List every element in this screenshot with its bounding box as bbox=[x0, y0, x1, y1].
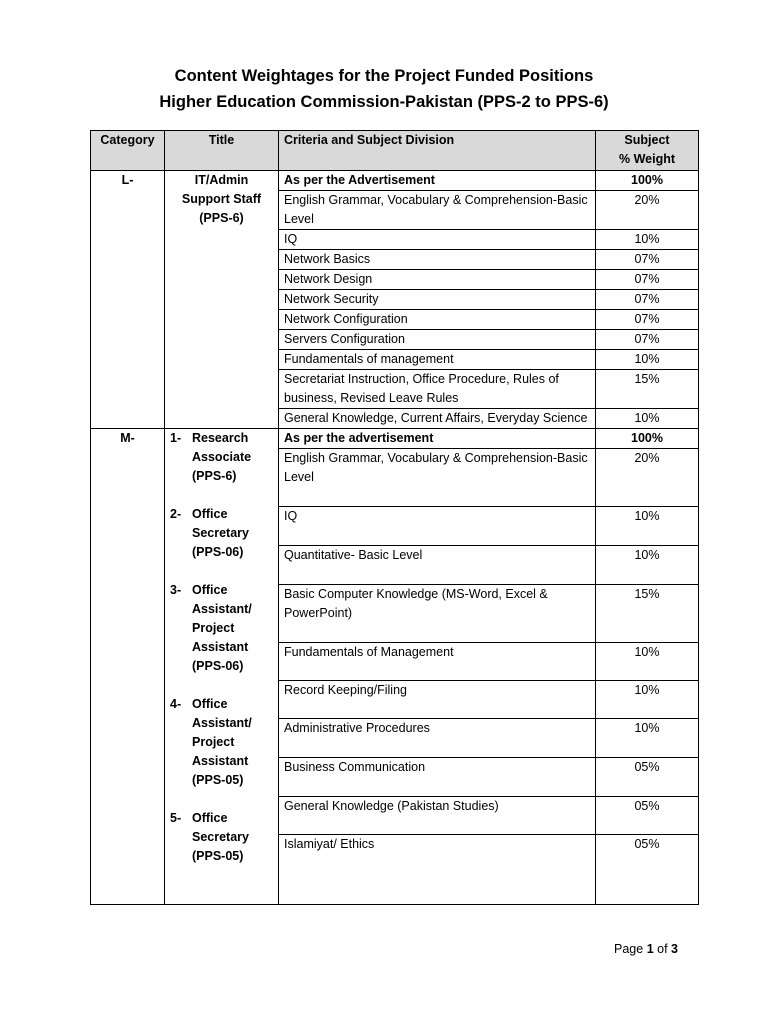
criteria-cell: English Grammar, Vocabulary & Comprehension-Basic Level bbox=[279, 449, 596, 507]
weight-cell: 20% bbox=[596, 449, 699, 507]
weight-cell: 05% bbox=[596, 835, 699, 905]
position-name-line: Office bbox=[192, 583, 228, 597]
weight-cell: 07% bbox=[596, 330, 699, 350]
criteria-cell: Servers Configuration bbox=[279, 330, 596, 350]
criteria-cell: Network Configuration bbox=[279, 310, 596, 330]
criteria-cell: Islamiyat/ Ethics bbox=[279, 835, 596, 905]
document-title-line-2: Higher Education Commission-Pakistan (PPS-2 to PPS-6) bbox=[159, 93, 609, 111]
page-total: 3 bbox=[671, 942, 678, 956]
position-name-line: Assistant/ bbox=[192, 716, 252, 730]
position-name-line: (PPS-06) bbox=[192, 545, 244, 559]
category-l: L- bbox=[91, 171, 165, 429]
criteria-cell: Business Communication bbox=[279, 758, 596, 797]
position-name-line: Project bbox=[192, 735, 235, 749]
page-number bbox=[614, 942, 678, 956]
criteria-cell: As per the Advertisement bbox=[279, 171, 596, 191]
table-header-row bbox=[91, 131, 699, 171]
title-it-admin bbox=[165, 171, 279, 429]
position-name-line: Office bbox=[192, 507, 228, 521]
position-item bbox=[170, 581, 273, 676]
position-number: 3- bbox=[170, 583, 182, 597]
weight-cell: 07% bbox=[596, 250, 699, 270]
criteria-cell: Quantitative- Basic Level bbox=[279, 546, 596, 585]
position-name-line: Project bbox=[192, 621, 235, 635]
table-row bbox=[91, 429, 699, 449]
position-name-line: (PPS-05) bbox=[192, 773, 244, 787]
weight-cell: 10% bbox=[596, 507, 699, 546]
position-name-line: (PPS-6) bbox=[192, 469, 237, 483]
criteria-cell: IQ bbox=[279, 230, 596, 250]
position-name-line: (PPS-05) bbox=[192, 849, 244, 863]
criteria-cell: As per the advertisement bbox=[279, 429, 596, 449]
weight-cell: 07% bbox=[596, 270, 699, 290]
weight-cell: 07% bbox=[596, 290, 699, 310]
page-label: Page bbox=[614, 942, 644, 956]
content-weightage-table bbox=[90, 130, 699, 905]
position-number: 2- bbox=[170, 507, 182, 521]
title-positions-list bbox=[165, 429, 279, 905]
header-weight-line-1: Subject bbox=[624, 133, 670, 147]
criteria-cell: Network Security bbox=[279, 290, 596, 310]
position-name-line: (PPS-06) bbox=[192, 659, 244, 673]
header-category: Category bbox=[91, 131, 165, 171]
position-item bbox=[170, 695, 273, 790]
criteria-cell: Network Design bbox=[279, 270, 596, 290]
weight-cell: 20% bbox=[596, 191, 699, 230]
weight-cell: 10% bbox=[596, 546, 699, 585]
weight-cell: 05% bbox=[596, 758, 699, 797]
criteria-cell: Basic Computer Knowledge (MS-Word, Excel & PowerPoint) bbox=[279, 585, 596, 643]
weight-cell: 100% bbox=[596, 429, 699, 449]
weight-cell: 10% bbox=[596, 409, 699, 429]
title-l-line: IT/Admin bbox=[194, 173, 249, 187]
weight-cell: 07% bbox=[596, 310, 699, 330]
position-name-line: Associate bbox=[192, 450, 252, 464]
weight-cell: 100% bbox=[596, 171, 699, 191]
header-weight-line-2: % Weight bbox=[618, 152, 676, 166]
header-criteria: Criteria and Subject Division bbox=[279, 131, 596, 171]
position-name-line: Office bbox=[192, 811, 228, 825]
position-name-line: Assistant bbox=[192, 640, 249, 654]
weight-cell: 10% bbox=[596, 643, 699, 681]
position-number: 4- bbox=[170, 697, 182, 711]
criteria-cell: Network Basics bbox=[279, 250, 596, 270]
category-m: M- bbox=[91, 429, 165, 905]
position-item bbox=[170, 505, 273, 562]
position-item bbox=[170, 429, 273, 486]
title-l-line: (PPS-6) bbox=[199, 211, 244, 225]
position-name bbox=[192, 809, 273, 866]
position-name bbox=[192, 581, 273, 676]
page-current: 1 bbox=[646, 942, 654, 956]
header-title: Title bbox=[165, 131, 279, 171]
criteria-cell: Record Keeping/Filing bbox=[279, 681, 596, 719]
position-name bbox=[192, 695, 273, 790]
position-item bbox=[170, 809, 273, 866]
position-name-line: Assistant/ bbox=[192, 602, 252, 616]
criteria-cell: Fundamentals of Management bbox=[279, 643, 596, 681]
position-number: 5- bbox=[170, 811, 182, 825]
position-name bbox=[192, 505, 273, 562]
position-name-line: Research bbox=[192, 431, 249, 445]
criteria-cell: English Grammar, Vocabulary & Comprehension-Basic Level bbox=[279, 191, 596, 230]
criteria-cell: General Knowledge (Pakistan Studies) bbox=[279, 797, 596, 835]
criteria-cell: Administrative Procedures bbox=[279, 719, 596, 758]
title-l-line: Support Staff bbox=[181, 192, 262, 206]
table-row bbox=[91, 171, 699, 191]
position-name-line: Secretary bbox=[192, 526, 249, 540]
weight-cell: 10% bbox=[596, 350, 699, 370]
weight-cell: 15% bbox=[596, 370, 699, 409]
position-name-line: Secretary bbox=[192, 830, 249, 844]
weight-cell: 10% bbox=[596, 719, 699, 758]
page-of-label: of bbox=[657, 942, 668, 956]
header-weight bbox=[596, 131, 699, 171]
criteria-cell: Fundamentals of management bbox=[279, 350, 596, 370]
criteria-cell: General Knowledge, Current Affairs, Everyday Science bbox=[279, 409, 596, 429]
weight-cell: 10% bbox=[596, 230, 699, 250]
weight-cell: 15% bbox=[596, 585, 699, 643]
position-number: 1- bbox=[170, 431, 182, 445]
criteria-cell: IQ bbox=[279, 507, 596, 546]
weight-cell: 05% bbox=[596, 797, 699, 835]
weight-cell: 10% bbox=[596, 681, 699, 719]
position-name bbox=[192, 429, 273, 486]
document-title-line-1: Content Weightages for the Project Funded Positions bbox=[174, 67, 594, 85]
criteria-cell: Secretariat Instruction, Office Procedure, Rules of business, Revised Leave Rules bbox=[279, 370, 596, 409]
position-name-line: Office bbox=[192, 697, 228, 711]
position-name-line: Assistant bbox=[192, 754, 249, 768]
